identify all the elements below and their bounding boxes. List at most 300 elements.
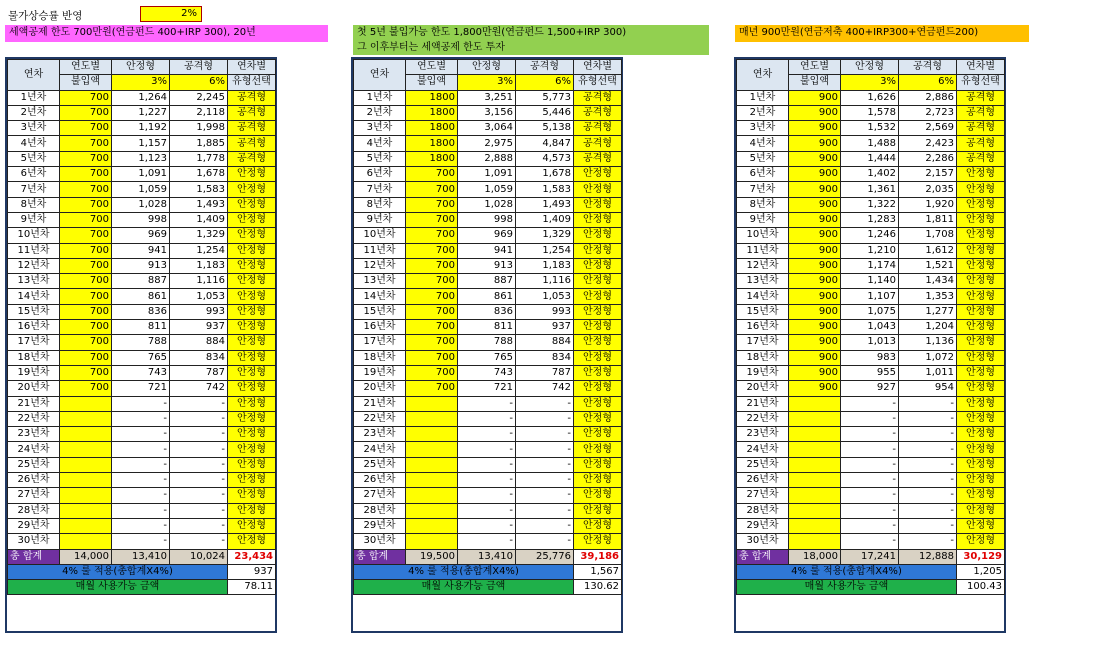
aggressive-value: -	[516, 442, 574, 457]
stable-value: 1,013	[841, 335, 899, 350]
payment-input[interactable]: 1800	[406, 151, 458, 166]
type-select[interactable]: 안정형	[574, 212, 622, 227]
table-row	[8, 105, 276, 120]
total-payment: 19,500	[406, 549, 458, 564]
year-cell: 2년차	[354, 105, 406, 120]
stable-value: -	[112, 457, 170, 472]
type-select[interactable]: 안정형	[957, 396, 1005, 411]
stable-value: -	[458, 396, 516, 411]
year-cell: 20년차	[354, 381, 406, 396]
payment-input[interactable]: 700	[406, 320, 458, 335]
stable-rate-input[interactable]: 3%	[458, 75, 516, 90]
payment-input[interactable]: 700	[60, 258, 112, 273]
type-select[interactable]: 안정형	[574, 350, 622, 365]
type-select[interactable]: 안정형	[228, 518, 276, 533]
type-select[interactable]: 안정형	[228, 212, 276, 227]
payment-input[interactable]: 900	[789, 274, 841, 289]
type-select[interactable]: 안정형	[228, 488, 276, 503]
payment-input[interactable]: 900	[789, 335, 841, 350]
type-select[interactable]: 안정형	[957, 488, 1005, 503]
stable-value: 721	[112, 381, 170, 396]
year-cell: 3년차	[8, 121, 60, 136]
payment-input[interactable]: 700	[406, 197, 458, 212]
stable-value: 1,402	[841, 167, 899, 182]
type-select[interactable]: 안정형	[957, 228, 1005, 243]
payment-input[interactable]: 900	[789, 182, 841, 197]
payment-input[interactable]: 1800	[406, 121, 458, 136]
stable-value: -	[112, 503, 170, 518]
type-select[interactable]: 안정형	[957, 289, 1005, 304]
payment-input[interactable]: 700	[406, 335, 458, 350]
payment-input[interactable]	[789, 396, 841, 411]
type-select[interactable]: 안정형	[574, 197, 622, 212]
stable-value: 1,075	[841, 304, 899, 319]
year-cell: 2년차	[8, 105, 60, 120]
payment-input[interactable]	[60, 488, 112, 503]
year-cell: 11년차	[354, 243, 406, 258]
type-select[interactable]: 안정형	[574, 534, 622, 549]
aggressive-value: -	[899, 457, 957, 472]
payment-input[interactable]: 900	[789, 90, 841, 105]
four-percent-rule-value: 1,567	[574, 564, 622, 579]
payment-input[interactable]: 700	[60, 304, 112, 319]
type-select[interactable]: 안정형	[574, 304, 622, 319]
payment-input[interactable]	[789, 411, 841, 426]
type-select[interactable]: 안정형	[574, 228, 622, 243]
payment-input[interactable]: 700	[60, 151, 112, 166]
year-cell: 19년차	[8, 365, 60, 380]
payment-input[interactable]: 700	[60, 289, 112, 304]
payment-input[interactable]: 700	[406, 289, 458, 304]
type-select[interactable]: 공격형	[957, 151, 1005, 166]
aggressive-value: 5,138	[516, 121, 574, 136]
type-select[interactable]: 안정형	[574, 258, 622, 273]
type-select[interactable]: 안정형	[228, 274, 276, 289]
year-cell: 5년차	[737, 151, 789, 166]
type-select[interactable]: 안정형	[957, 411, 1005, 426]
payment-input[interactable]: 700	[60, 90, 112, 105]
table-row	[737, 427, 1005, 442]
table-row	[354, 350, 622, 365]
inflation-label: 물가상승률 반영	[8, 10, 83, 22]
type-select[interactable]: 안정형	[957, 442, 1005, 457]
stable-value: -	[458, 488, 516, 503]
type-select[interactable]: 안정형	[574, 427, 622, 442]
type-select[interactable]: 안정형	[228, 320, 276, 335]
type-select[interactable]: 안정형	[957, 381, 1005, 396]
payment-input[interactable]: 700	[406, 381, 458, 396]
payment-input[interactable]: 900	[789, 350, 841, 365]
type-select[interactable]: 안정형	[957, 365, 1005, 380]
aggressive-value: -	[170, 518, 228, 533]
type-select[interactable]: 안정형	[957, 518, 1005, 533]
type-select[interactable]: 안정형	[957, 427, 1005, 442]
table-row	[354, 197, 622, 212]
payment-input[interactable]: 900	[789, 151, 841, 166]
stable-value: 913	[458, 258, 516, 273]
year-cell: 10년차	[8, 228, 60, 243]
table-row	[8, 534, 276, 549]
year-cell: 7년차	[737, 182, 789, 197]
type-select[interactable]: 공격형	[574, 90, 622, 105]
payment-input[interactable]: 900	[789, 197, 841, 212]
type-select[interactable]: 공격형	[228, 105, 276, 120]
aggressive-value: 1,053	[170, 289, 228, 304]
type-select[interactable]: 안정형	[228, 304, 276, 319]
aggressive-value: -	[170, 503, 228, 518]
type-select[interactable]: 안정형	[228, 442, 276, 457]
table-row	[8, 136, 276, 151]
stable-value: 969	[112, 228, 170, 243]
payment-input[interactable]: 1800	[406, 90, 458, 105]
payment-input[interactable]: 900	[789, 381, 841, 396]
year-cell: 25년차	[354, 457, 406, 472]
type-select[interactable]: 공격형	[228, 90, 276, 105]
year-cell: 15년차	[737, 304, 789, 319]
type-select[interactable]: 안정형	[228, 182, 276, 197]
aggressive-value: 1,183	[170, 258, 228, 273]
stable-value: 1,283	[841, 212, 899, 227]
stable-value: -	[841, 488, 899, 503]
aggressive-value: 787	[170, 365, 228, 380]
type-select[interactable]: 안정형	[957, 243, 1005, 258]
header-select: 연차별	[228, 60, 276, 75]
aggressive-value: 1,183	[516, 258, 574, 273]
stable-value: 1,107	[841, 289, 899, 304]
payment-input[interactable]	[406, 503, 458, 518]
type-select[interactable]: 안정형	[957, 167, 1005, 182]
type-select[interactable]: 공격형	[957, 90, 1005, 105]
type-select[interactable]: 안정형	[228, 228, 276, 243]
stable-value: 1,091	[112, 167, 170, 182]
year-cell: 8년차	[737, 197, 789, 212]
payment-input[interactable]: 900	[789, 136, 841, 151]
type-select[interactable]: 안정형	[957, 473, 1005, 488]
type-select[interactable]: 안정형	[228, 381, 276, 396]
type-select[interactable]: 안정형	[228, 411, 276, 426]
payment-input[interactable]: 700	[60, 167, 112, 182]
year-cell: 17년차	[354, 335, 406, 350]
table-row	[737, 182, 1005, 197]
table-row	[8, 335, 276, 350]
aggressive-value: 4,573	[516, 151, 574, 166]
type-select[interactable]: 안정형	[228, 167, 276, 182]
payment-input[interactable]	[60, 534, 112, 549]
type-select[interactable]: 안정형	[574, 457, 622, 472]
payment-input[interactable]	[789, 488, 841, 503]
payment-input[interactable]: 700	[60, 243, 112, 258]
type-select[interactable]: 안정형	[574, 396, 622, 411]
payment-input[interactable]	[789, 457, 841, 472]
block2-title-line1: 첫 5년 불입가능 한도 1,800만원(연금펀드 1,500+IRP 300)	[357, 27, 627, 38]
type-select[interactable]: 안정형	[228, 503, 276, 518]
payment-input[interactable]	[60, 503, 112, 518]
stable-value: -	[112, 411, 170, 426]
year-cell: 25년차	[8, 457, 60, 472]
aggressive-value: -	[516, 411, 574, 426]
type-select[interactable]: 안정형	[228, 335, 276, 350]
year-cell: 23년차	[354, 427, 406, 442]
year-cell: 16년차	[354, 320, 406, 335]
aggressive-rate-input[interactable]: 6%	[170, 75, 228, 90]
payment-input[interactable]: 700	[60, 350, 112, 365]
payment-input[interactable]	[60, 518, 112, 533]
payment-input[interactable]: 700	[60, 136, 112, 151]
type-select[interactable]: 안정형	[957, 258, 1005, 273]
type-select[interactable]: 공격형	[957, 121, 1005, 136]
type-select[interactable]: 안정형	[957, 212, 1005, 227]
type-select[interactable]: 공격형	[957, 105, 1005, 120]
type-select[interactable]: 공격형	[957, 136, 1005, 151]
type-select[interactable]: 안정형	[574, 473, 622, 488]
type-select[interactable]: 안정형	[574, 442, 622, 457]
table-row	[8, 304, 276, 319]
payment-input[interactable]	[789, 442, 841, 457]
payment-input[interactable]: 900	[789, 289, 841, 304]
type-select[interactable]: 공격형	[574, 105, 622, 120]
type-select[interactable]: 안정형	[574, 167, 622, 182]
year-cell: 24년차	[737, 442, 789, 457]
payment-input[interactable]: 1800	[406, 105, 458, 120]
block3-title-line1: 매년 900만원(연금저축 400+IRP300+연금펀드200)	[739, 27, 979, 38]
payment-input[interactable]	[789, 427, 841, 442]
year-cell: 30년차	[737, 534, 789, 549]
type-select[interactable]: 안정형	[574, 182, 622, 197]
aggressive-value: 993	[170, 304, 228, 319]
type-select[interactable]: 안정형	[228, 427, 276, 442]
payment-input[interactable]	[406, 534, 458, 549]
type-select[interactable]: 안정형	[957, 335, 1005, 350]
payment-input[interactable]	[406, 457, 458, 472]
type-select[interactable]: 안정형	[957, 534, 1005, 549]
block2-title-line2: 그 이후부터는 세액공제 한도 투자	[357, 42, 505, 53]
aggressive-value: 2,723	[899, 105, 957, 120]
payment-input[interactable]	[789, 473, 841, 488]
stable-value: -	[458, 442, 516, 457]
payment-input[interactable]	[60, 427, 112, 442]
payment-input[interactable]: 900	[789, 212, 841, 227]
type-select[interactable]: 안정형	[574, 381, 622, 396]
type-select[interactable]: 안정형	[574, 320, 622, 335]
payment-input[interactable]	[789, 503, 841, 518]
type-select[interactable]: 안정형	[574, 243, 622, 258]
aggressive-value: 2,886	[899, 90, 957, 105]
table-row	[8, 258, 276, 273]
type-select[interactable]: 안정형	[957, 182, 1005, 197]
aggressive-value: 1,811	[899, 212, 957, 227]
aggressive-rate-input[interactable]: 6%	[516, 75, 574, 90]
total-label: 총 합계	[737, 549, 789, 564]
type-select[interactable]: 안정형	[228, 350, 276, 365]
monthly-amount-value: 130.62	[574, 580, 622, 595]
type-select[interactable]: 안정형	[957, 274, 1005, 289]
aggressive-value: -	[170, 396, 228, 411]
payment-input[interactable]: 700	[60, 335, 112, 350]
type-select[interactable]: 안정형	[957, 197, 1005, 212]
payment-input[interactable]: 700	[60, 228, 112, 243]
stable-rate-input[interactable]: 3%	[112, 75, 170, 90]
payment-input[interactable]: 700	[406, 243, 458, 258]
table-row	[8, 365, 276, 380]
type-select[interactable]: 안정형	[574, 289, 622, 304]
type-select[interactable]: 안정형	[574, 488, 622, 503]
type-select[interactable]: 안정형	[574, 365, 622, 380]
payment-input[interactable]: 900	[789, 167, 841, 182]
payment-input[interactable]: 700	[60, 274, 112, 289]
type-select[interactable]: 안정형	[228, 473, 276, 488]
payment-input[interactable]: 700	[60, 121, 112, 136]
table-row	[737, 212, 1005, 227]
payment-input[interactable]: 700	[406, 274, 458, 289]
aggressive-value: -	[516, 518, 574, 533]
type-select[interactable]: 안정형	[228, 243, 276, 258]
payment-input[interactable]	[406, 427, 458, 442]
block1-title-line1: 세액공제 한도 700만원(연금펀드 400+IRP 300), 20년	[9, 27, 256, 38]
payment-input[interactable]	[406, 518, 458, 533]
payment-input[interactable]: 700	[406, 304, 458, 319]
payment-input[interactable]: 700	[406, 258, 458, 273]
payment-input[interactable]: 700	[60, 197, 112, 212]
header-aggressive: 공격형	[170, 60, 228, 75]
payment-input[interactable]: 900	[789, 304, 841, 319]
aggressive-value: -	[170, 442, 228, 457]
type-select[interactable]: 공격형	[228, 151, 276, 166]
payment-input[interactable]: 700	[60, 320, 112, 335]
table-row	[354, 457, 622, 472]
type-select[interactable]: 안정형	[574, 503, 622, 518]
payment-input[interactable]	[406, 396, 458, 411]
stable-rate-input[interactable]: 3%	[841, 75, 899, 90]
year-cell: 21년차	[737, 396, 789, 411]
stable-value: -	[458, 411, 516, 426]
stable-value: -	[112, 518, 170, 533]
type-select[interactable]: 공격형	[574, 136, 622, 151]
table-row	[354, 427, 622, 442]
aggressive-value: 2,118	[170, 105, 228, 120]
table-row	[8, 473, 276, 488]
payment-input[interactable]: 700	[60, 105, 112, 120]
payment-input[interactable]: 700	[406, 365, 458, 380]
type-select[interactable]: 안정형	[957, 320, 1005, 335]
payment-input[interactable]: 700	[406, 212, 458, 227]
header-select: 연차별	[574, 60, 622, 75]
payment-input[interactable]	[406, 411, 458, 426]
year-cell: 27년차	[8, 488, 60, 503]
calc-table	[353, 59, 622, 595]
type-select[interactable]: 안정형	[228, 534, 276, 549]
year-cell: 4년차	[737, 136, 789, 151]
payment-input[interactable]: 1800	[406, 136, 458, 151]
type-select[interactable]: 안정형	[957, 503, 1005, 518]
payment-input[interactable]: 700	[406, 182, 458, 197]
payment-input[interactable]: 700	[406, 228, 458, 243]
type-select[interactable]: 안정형	[574, 274, 622, 289]
payment-input[interactable]: 900	[789, 243, 841, 258]
type-select[interactable]: 안정형	[574, 411, 622, 426]
payment-input[interactable]: 900	[789, 258, 841, 273]
payment-input[interactable]: 700	[60, 381, 112, 396]
aggressive-value: -	[170, 411, 228, 426]
payment-input[interactable]	[406, 473, 458, 488]
year-cell: 28년차	[354, 503, 406, 518]
payment-input[interactable]: 700	[406, 167, 458, 182]
year-cell: 28년차	[737, 503, 789, 518]
payment-input[interactable]: 700	[60, 182, 112, 197]
aggressive-rate-input[interactable]: 6%	[899, 75, 957, 90]
table-row	[8, 289, 276, 304]
year-cell: 10년차	[354, 228, 406, 243]
type-select[interactable]: 안정형	[228, 289, 276, 304]
table-row	[354, 381, 622, 396]
payment-input[interactable]	[406, 442, 458, 457]
table-row	[737, 90, 1005, 105]
type-select[interactable]: 안정형	[574, 335, 622, 350]
type-select[interactable]: 안정형	[574, 518, 622, 533]
type-select[interactable]: 안정형	[957, 457, 1005, 472]
aggressive-value: 4,847	[516, 136, 574, 151]
payment-input[interactable]: 900	[789, 365, 841, 380]
type-select[interactable]: 공격형	[574, 151, 622, 166]
payment-input[interactable]: 900	[789, 121, 841, 136]
type-select[interactable]: 안정형	[228, 396, 276, 411]
payment-input[interactable]	[60, 396, 112, 411]
stable-value: 861	[112, 289, 170, 304]
payment-input[interactable]	[789, 518, 841, 533]
year-cell: 16년차	[8, 320, 60, 335]
type-select[interactable]: 안정형	[228, 258, 276, 273]
type-select[interactable]: 공격형	[574, 121, 622, 136]
year-cell: 13년차	[8, 274, 60, 289]
table-row	[354, 243, 622, 258]
table-row	[354, 182, 622, 197]
payment-input[interactable]: 900	[789, 320, 841, 335]
type-select[interactable]: 안정형	[957, 304, 1005, 319]
payment-input[interactable]: 900	[789, 105, 841, 120]
aggressive-value: 1,329	[170, 228, 228, 243]
type-select[interactable]: 공격형	[228, 136, 276, 151]
stable-value: 1,028	[458, 197, 516, 212]
type-select[interactable]: 안정형	[228, 365, 276, 380]
four-percent-rule-value: 937	[228, 564, 276, 579]
payment-input[interactable]	[60, 473, 112, 488]
payment-input[interactable]	[60, 457, 112, 472]
payment-input[interactable]	[789, 534, 841, 549]
payment-input[interactable]	[60, 411, 112, 426]
stable-value: 861	[458, 289, 516, 304]
type-select[interactable]: 안정형	[957, 350, 1005, 365]
inflation-input[interactable]: 2%	[140, 6, 202, 22]
aggressive-value: -	[516, 427, 574, 442]
payment-input[interactable]	[406, 488, 458, 503]
table-row	[354, 503, 622, 518]
payment-input[interactable]	[60, 442, 112, 457]
aggressive-value: 834	[170, 350, 228, 365]
payment-input[interactable]: 900	[789, 228, 841, 243]
table-row	[8, 503, 276, 518]
year-cell: 3년차	[354, 121, 406, 136]
payment-input[interactable]: 700	[406, 350, 458, 365]
stable-value: 913	[112, 258, 170, 273]
table-row	[8, 320, 276, 335]
table-row	[737, 335, 1005, 350]
type-select[interactable]: 안정형	[228, 457, 276, 472]
payment-input[interactable]: 700	[60, 212, 112, 227]
type-select[interactable]: 안정형	[228, 197, 276, 212]
aggressive-value: -	[899, 488, 957, 503]
table-row	[354, 411, 622, 426]
payment-input[interactable]: 700	[60, 365, 112, 380]
type-select[interactable]: 공격형	[228, 121, 276, 136]
